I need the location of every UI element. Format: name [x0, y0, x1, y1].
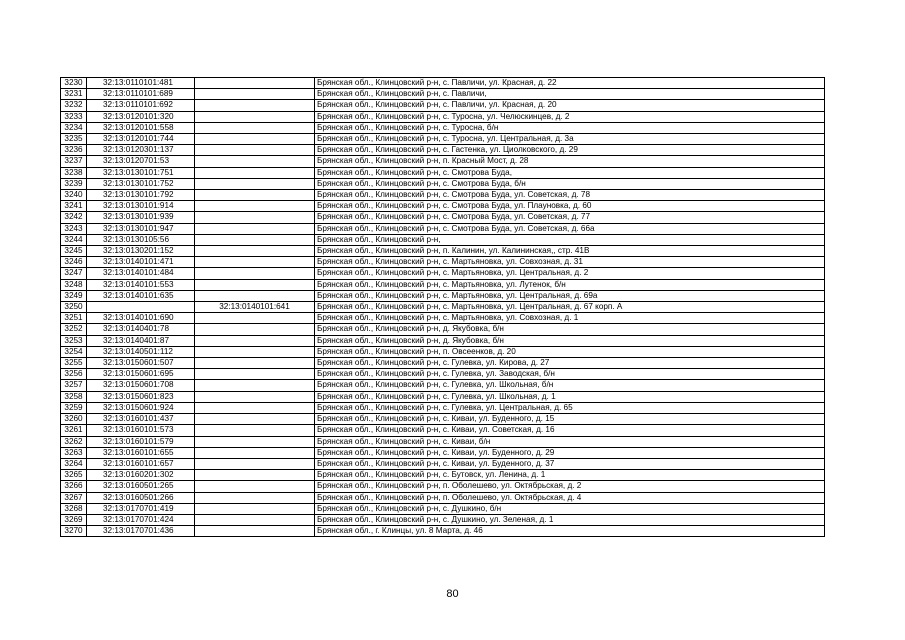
table-row	[61, 526, 825, 537]
row-number-cell: 3233	[61, 111, 87, 122]
table-row	[61, 246, 825, 257]
address-cell: Брянская обл., Клинцовский р-н, с. Киваи, ул. Буденного, д. 15	[315, 414, 825, 425]
table-row	[61, 122, 825, 133]
alt-cadastral-number-cell	[195, 178, 315, 189]
alt-cadastral-number-cell	[195, 134, 315, 145]
cadastral-number-cell: 32:13:0120701:53	[87, 156, 195, 167]
address-cell: Брянская обл., Клинцовский р-н, с. Мартьяновка, ул. Лутенок, б/н	[315, 279, 825, 290]
cadastral-number-cell: 32:13:0160101:657	[87, 458, 195, 469]
table-row	[61, 369, 825, 380]
cadastral-number-cell: 32:13:0130101:792	[87, 190, 195, 201]
table-row	[61, 425, 825, 436]
row-number-cell: 3254	[61, 346, 87, 357]
address-cell: Брянская обл., Клинцовский р-н, с. Гулевка, ул. Заводская, б/н	[315, 369, 825, 380]
alt-cadastral-number-cell	[195, 492, 315, 503]
cadastral-number-cell: 32:13:0130101:939	[87, 212, 195, 223]
address-cell: Брянская обл., Клинцовский р-н, с. Гулевка, ул. Кирова, д. 27	[315, 358, 825, 369]
row-number-cell: 3241	[61, 201, 87, 212]
alt-cadastral-number-cell	[195, 257, 315, 268]
address-cell: Брянская обл., Клинцовский р-н, с. Туросна, б/н	[315, 122, 825, 133]
address-cell: Брянская обл., Клинцовский р-н, с. Киваи, б/н	[315, 436, 825, 447]
cadastral-number-cell: 32:13:0150601:695	[87, 369, 195, 380]
alt-cadastral-number-cell	[195, 402, 315, 413]
address-cell: Брянская обл., Клинцовский р-н, с. Мартьяновка, ул. Совхозная, д. 1	[315, 313, 825, 324]
row-number-cell: 3253	[61, 335, 87, 346]
row-number-cell: 3250	[61, 302, 87, 313]
row-number-cell: 3239	[61, 178, 87, 189]
alt-cadastral-number-cell	[195, 89, 315, 100]
cadastral-number-cell: 32:13:0140101:484	[87, 268, 195, 279]
alt-cadastral-number-cell	[195, 470, 315, 481]
cadastral-number-cell	[87, 302, 195, 313]
row-number-cell: 3270	[61, 526, 87, 537]
cadastral-number-cell: 32:13:0130105:56	[87, 234, 195, 245]
address-cell: Брянская обл., Клинцовский р-н, с. Мартьяновка, ул. Центральная, д. 2	[315, 268, 825, 279]
cadastral-number-cell: 32:13:0120101:320	[87, 111, 195, 122]
alt-cadastral-number-cell	[195, 234, 315, 245]
table-row	[61, 458, 825, 469]
table-row	[61, 100, 825, 111]
alt-cadastral-number-cell	[195, 100, 315, 111]
table-row	[61, 503, 825, 514]
table-row	[61, 145, 825, 156]
row-number-cell: 3236	[61, 145, 87, 156]
table-row	[61, 279, 825, 290]
cadastral-number-cell: 32:13:0140101:690	[87, 313, 195, 324]
registry-table	[60, 77, 825, 537]
row-number-cell: 3266	[61, 481, 87, 492]
alt-cadastral-number-cell	[195, 380, 315, 391]
address-cell: Брянская обл., Клинцовский р-н, с. Киваи, ул. Советская, д. 16	[315, 425, 825, 436]
address-cell: Брянская обл., Клинцовский р-н,	[315, 234, 825, 245]
address-cell: Брянская обл., Клинцовский р-н, п. Оболешево, ул. Октябрьская, д. 4	[315, 492, 825, 503]
address-cell: Брянская обл., Клинцовский р-н, с. Туросна, ул. Центральная, д. 3а	[315, 134, 825, 145]
cadastral-number-cell: 32:13:0160501:265	[87, 481, 195, 492]
table-row	[61, 212, 825, 223]
table-row	[61, 257, 825, 268]
row-number-cell: 3232	[61, 100, 87, 111]
alt-cadastral-number-cell	[195, 369, 315, 380]
table-row	[61, 178, 825, 189]
table-row	[61, 447, 825, 458]
table-row	[61, 167, 825, 178]
alt-cadastral-number-cell	[195, 335, 315, 346]
row-number-cell: 3240	[61, 190, 87, 201]
address-cell: Брянская обл., Клинцовский р-н, п. Овсеенков, д. 20	[315, 346, 825, 357]
alt-cadastral-number-cell	[195, 290, 315, 301]
cadastral-number-cell: 32:13:0160201:302	[87, 470, 195, 481]
table-row	[61, 436, 825, 447]
cadastral-number-cell: 32:13:0160501:266	[87, 492, 195, 503]
address-cell: Брянская обл., Клинцовский р-н, д. Якубовка, б/н	[315, 335, 825, 346]
cadastral-number-cell: 32:13:0170701:436	[87, 526, 195, 537]
cadastral-number-cell: 32:13:0160101:437	[87, 414, 195, 425]
cadastral-number-cell: 32:13:0110101:689	[87, 89, 195, 100]
row-number-cell: 3256	[61, 369, 87, 380]
cadastral-number-cell: 32:13:0140101:553	[87, 279, 195, 290]
cadastral-number-cell: 32:13:0140101:471	[87, 257, 195, 268]
address-cell: Брянская обл., Клинцовский р-н, с. Смотрова Буда, б/н	[315, 178, 825, 189]
table-row	[61, 111, 825, 122]
row-number-cell: 3269	[61, 514, 87, 525]
row-number-cell: 3238	[61, 167, 87, 178]
row-number-cell: 3249	[61, 290, 87, 301]
alt-cadastral-number-cell	[195, 122, 315, 133]
table-row	[61, 514, 825, 525]
row-number-cell: 3245	[61, 246, 87, 257]
table-row	[61, 481, 825, 492]
alt-cadastral-number-cell	[195, 78, 315, 89]
alt-cadastral-number-cell	[195, 514, 315, 525]
alt-cadastral-number-cell	[195, 111, 315, 122]
row-number-cell: 3257	[61, 380, 87, 391]
table-row	[61, 223, 825, 234]
table-row	[61, 190, 825, 201]
cadastral-number-cell: 32:13:0110101:692	[87, 100, 195, 111]
row-number-cell: 3262	[61, 436, 87, 447]
address-cell: Брянская обл., Клинцовский р-н, д. Якубовка, б/н	[315, 324, 825, 335]
address-cell: Брянская обл., Клинцовский р-н, с. Павличи, ул. Красная, д. 22	[315, 78, 825, 89]
cadastral-number-cell: 32:13:0120101:558	[87, 122, 195, 133]
cadastral-number-cell: 32:13:0130201:152	[87, 246, 195, 257]
table-row	[61, 391, 825, 402]
address-cell: Брянская обл., Клинцовский р-н, с. Смотрова Буда, ул. Советская, д. 78	[315, 190, 825, 201]
cadastral-number-cell: 32:13:0140401:78	[87, 324, 195, 335]
alt-cadastral-number-cell	[195, 436, 315, 447]
row-number-cell: 3237	[61, 156, 87, 167]
alt-cadastral-number-cell	[195, 279, 315, 290]
row-number-cell: 3259	[61, 402, 87, 413]
row-number-cell: 3242	[61, 212, 87, 223]
table-row	[61, 156, 825, 167]
alt-cadastral-number-cell	[195, 212, 315, 223]
row-number-cell: 3246	[61, 257, 87, 268]
address-cell: Брянская обл., Клинцовский р-н, с. Бутовск, ул. Ленина, д. 1	[315, 470, 825, 481]
row-number-cell: 3230	[61, 78, 87, 89]
alt-cadastral-number-cell	[195, 481, 315, 492]
address-cell: Брянская обл., Клинцовский р-н, с. Туросна, ул. Челюскинцев, д. 2	[315, 111, 825, 122]
cadastral-number-cell: 32:13:0160101:573	[87, 425, 195, 436]
address-cell: Брянская обл., г. Клинцы, ул. 8 Марта, д. 46	[315, 526, 825, 537]
address-cell: Брянская обл., Клинцовский р-н, с. Мартьяновка, ул. Совхозная, д. 31	[315, 257, 825, 268]
alt-cadastral-number-cell	[195, 190, 315, 201]
alt-cadastral-number-cell	[195, 324, 315, 335]
cadastral-number-cell: 32:13:0150601:507	[87, 358, 195, 369]
alt-cadastral-number-cell	[195, 447, 315, 458]
row-number-cell: 3263	[61, 447, 87, 458]
address-cell: Брянская обл., Клинцовский р-н, с. Душкино, ул. Зеленая, д. 1	[315, 514, 825, 525]
alt-cadastral-number-cell	[195, 246, 315, 257]
row-number-cell: 3247	[61, 268, 87, 279]
alt-cadastral-number-cell	[195, 145, 315, 156]
address-cell: Брянская обл., Клинцовский р-н, с. Гулевка, ул. Центральная, д. 65	[315, 402, 825, 413]
cadastral-number-cell: 32:13:0120301:137	[87, 145, 195, 156]
address-cell: Брянская обл., Клинцовский р-н, п. Калинин, ул. Калининская,, стр. 41В	[315, 246, 825, 257]
row-number-cell: 3251	[61, 313, 87, 324]
cadastral-number-cell: 32:13:0170701:419	[87, 503, 195, 514]
address-cell: Брянская обл., Клинцовский р-н, с. Гастенка, ул. Циолковского, д. 29	[315, 145, 825, 156]
alt-cadastral-number-cell	[195, 503, 315, 514]
address-cell: Брянская обл., Клинцовский р-н, с. Смотрова Буда,	[315, 167, 825, 178]
alt-cadastral-number-cell	[195, 414, 315, 425]
cadastral-number-cell: 32:13:0150601:924	[87, 402, 195, 413]
address-cell: Брянская обл., Клинцовский р-н, с. Смотрова Буда, ул. Плауновка, д. 60	[315, 201, 825, 212]
table-row	[61, 134, 825, 145]
address-cell: Брянская обл., Клинцовский р-н, с. Мартьяновка, ул. Центральная, д. 67 корп. А	[315, 302, 825, 313]
row-number-cell: 3267	[61, 492, 87, 503]
alt-cadastral-number-cell	[195, 358, 315, 369]
address-cell: Брянская обл., Клинцовский р-н, с. Павличи,	[315, 89, 825, 100]
cadastral-number-cell: 32:13:0160101:655	[87, 447, 195, 458]
row-number-cell: 3235	[61, 134, 87, 145]
row-number-cell: 3248	[61, 279, 87, 290]
cadastral-number-cell: 32:13:0140501:112	[87, 346, 195, 357]
table-row	[61, 78, 825, 89]
alt-cadastral-number-cell	[195, 391, 315, 402]
address-cell: Брянская обл., Клинцовский р-н, п. Красный Мост, д. 28	[315, 156, 825, 167]
cadastral-number-cell: 32:13:0140401:87	[87, 335, 195, 346]
row-number-cell: 3231	[61, 89, 87, 100]
cadastral-number-cell: 32:13:0150601:708	[87, 380, 195, 391]
row-number-cell: 3244	[61, 234, 87, 245]
address-cell: Брянская обл., Клинцовский р-н, с. Гулевка, ул. Школьная, б/н	[315, 380, 825, 391]
table-row	[61, 358, 825, 369]
cadastral-number-cell: 32:13:0130101:752	[87, 178, 195, 189]
alt-cadastral-number-cell: 32:13:0140101:641	[195, 302, 315, 313]
table-row	[61, 470, 825, 481]
row-number-cell: 3268	[61, 503, 87, 514]
row-number-cell: 3243	[61, 223, 87, 234]
alt-cadastral-number-cell	[195, 268, 315, 279]
table-row	[61, 414, 825, 425]
page-number: 80	[446, 588, 459, 600]
address-cell: Брянская обл., Клинцовский р-н, с. Киваи, ул. Буденного, д. 29	[315, 447, 825, 458]
cadastral-number-cell: 32:13:0130101:914	[87, 201, 195, 212]
alt-cadastral-number-cell	[195, 526, 315, 537]
alt-cadastral-number-cell	[195, 201, 315, 212]
table-row	[61, 234, 825, 245]
cadastral-number-cell: 32:13:0130101:751	[87, 167, 195, 178]
address-cell: Брянская обл., Клинцовский р-н, с. Душкино, б/н	[315, 503, 825, 514]
address-cell: Брянская обл., Клинцовский р-н, с. Павличи, ул. Красная, д. 20	[315, 100, 825, 111]
row-number-cell: 3265	[61, 470, 87, 481]
row-number-cell: 3264	[61, 458, 87, 469]
address-cell: Брянская обл., Клинцовский р-н, п. Оболешево, ул. Октябрьская, д. 2	[315, 481, 825, 492]
address-cell: Брянская обл., Клинцовский р-н, с. Смотрова Буда, ул. Советская, д. 66а	[315, 223, 825, 234]
row-number-cell: 3234	[61, 122, 87, 133]
cadastral-number-cell: 32:13:0160101:579	[87, 436, 195, 447]
table-row	[61, 346, 825, 357]
table-row	[61, 268, 825, 279]
registry-table-body	[61, 78, 825, 537]
row-number-cell: 3252	[61, 324, 87, 335]
table-row	[61, 313, 825, 324]
table-row	[61, 492, 825, 503]
table-row	[61, 324, 825, 335]
alt-cadastral-number-cell	[195, 313, 315, 324]
address-cell: Брянская обл., Клинцовский р-н, с. Гулевка, ул. Школьная, д. 1	[315, 391, 825, 402]
alt-cadastral-number-cell	[195, 167, 315, 178]
address-cell: Брянская обл., Клинцовский р-н, с. Смотрова Буда, ул. Советская, д. 77	[315, 212, 825, 223]
cadastral-number-cell: 32:13:0130101:947	[87, 223, 195, 234]
cadastral-number-cell: 32:13:0150601:823	[87, 391, 195, 402]
cadastral-number-cell: 32:13:0110101:481	[87, 78, 195, 89]
cadastral-number-cell: 32:13:0140101:635	[87, 290, 195, 301]
alt-cadastral-number-cell	[195, 458, 315, 469]
table-row	[61, 290, 825, 301]
row-number-cell: 3260	[61, 414, 87, 425]
alt-cadastral-number-cell	[195, 223, 315, 234]
table-row	[61, 201, 825, 212]
address-cell: Брянская обл., Клинцовский р-н, с. Мартьяновка, ул. Центральная, д. 69а	[315, 290, 825, 301]
address-cell: Брянская обл., Клинцовский р-н, с. Киваи, ул. Буденного, д. 37	[315, 458, 825, 469]
row-number-cell: 3261	[61, 425, 87, 436]
table-row	[61, 402, 825, 413]
alt-cadastral-number-cell	[195, 425, 315, 436]
row-number-cell: 3255	[61, 358, 87, 369]
cadastral-number-cell: 32:13:0120101:744	[87, 134, 195, 145]
table-row	[61, 335, 825, 346]
table-row	[61, 302, 825, 313]
table-row	[61, 380, 825, 391]
cadastral-number-cell: 32:13:0170701:424	[87, 514, 195, 525]
alt-cadastral-number-cell	[195, 156, 315, 167]
table-row	[61, 89, 825, 100]
row-number-cell: 3258	[61, 391, 87, 402]
alt-cadastral-number-cell	[195, 346, 315, 357]
